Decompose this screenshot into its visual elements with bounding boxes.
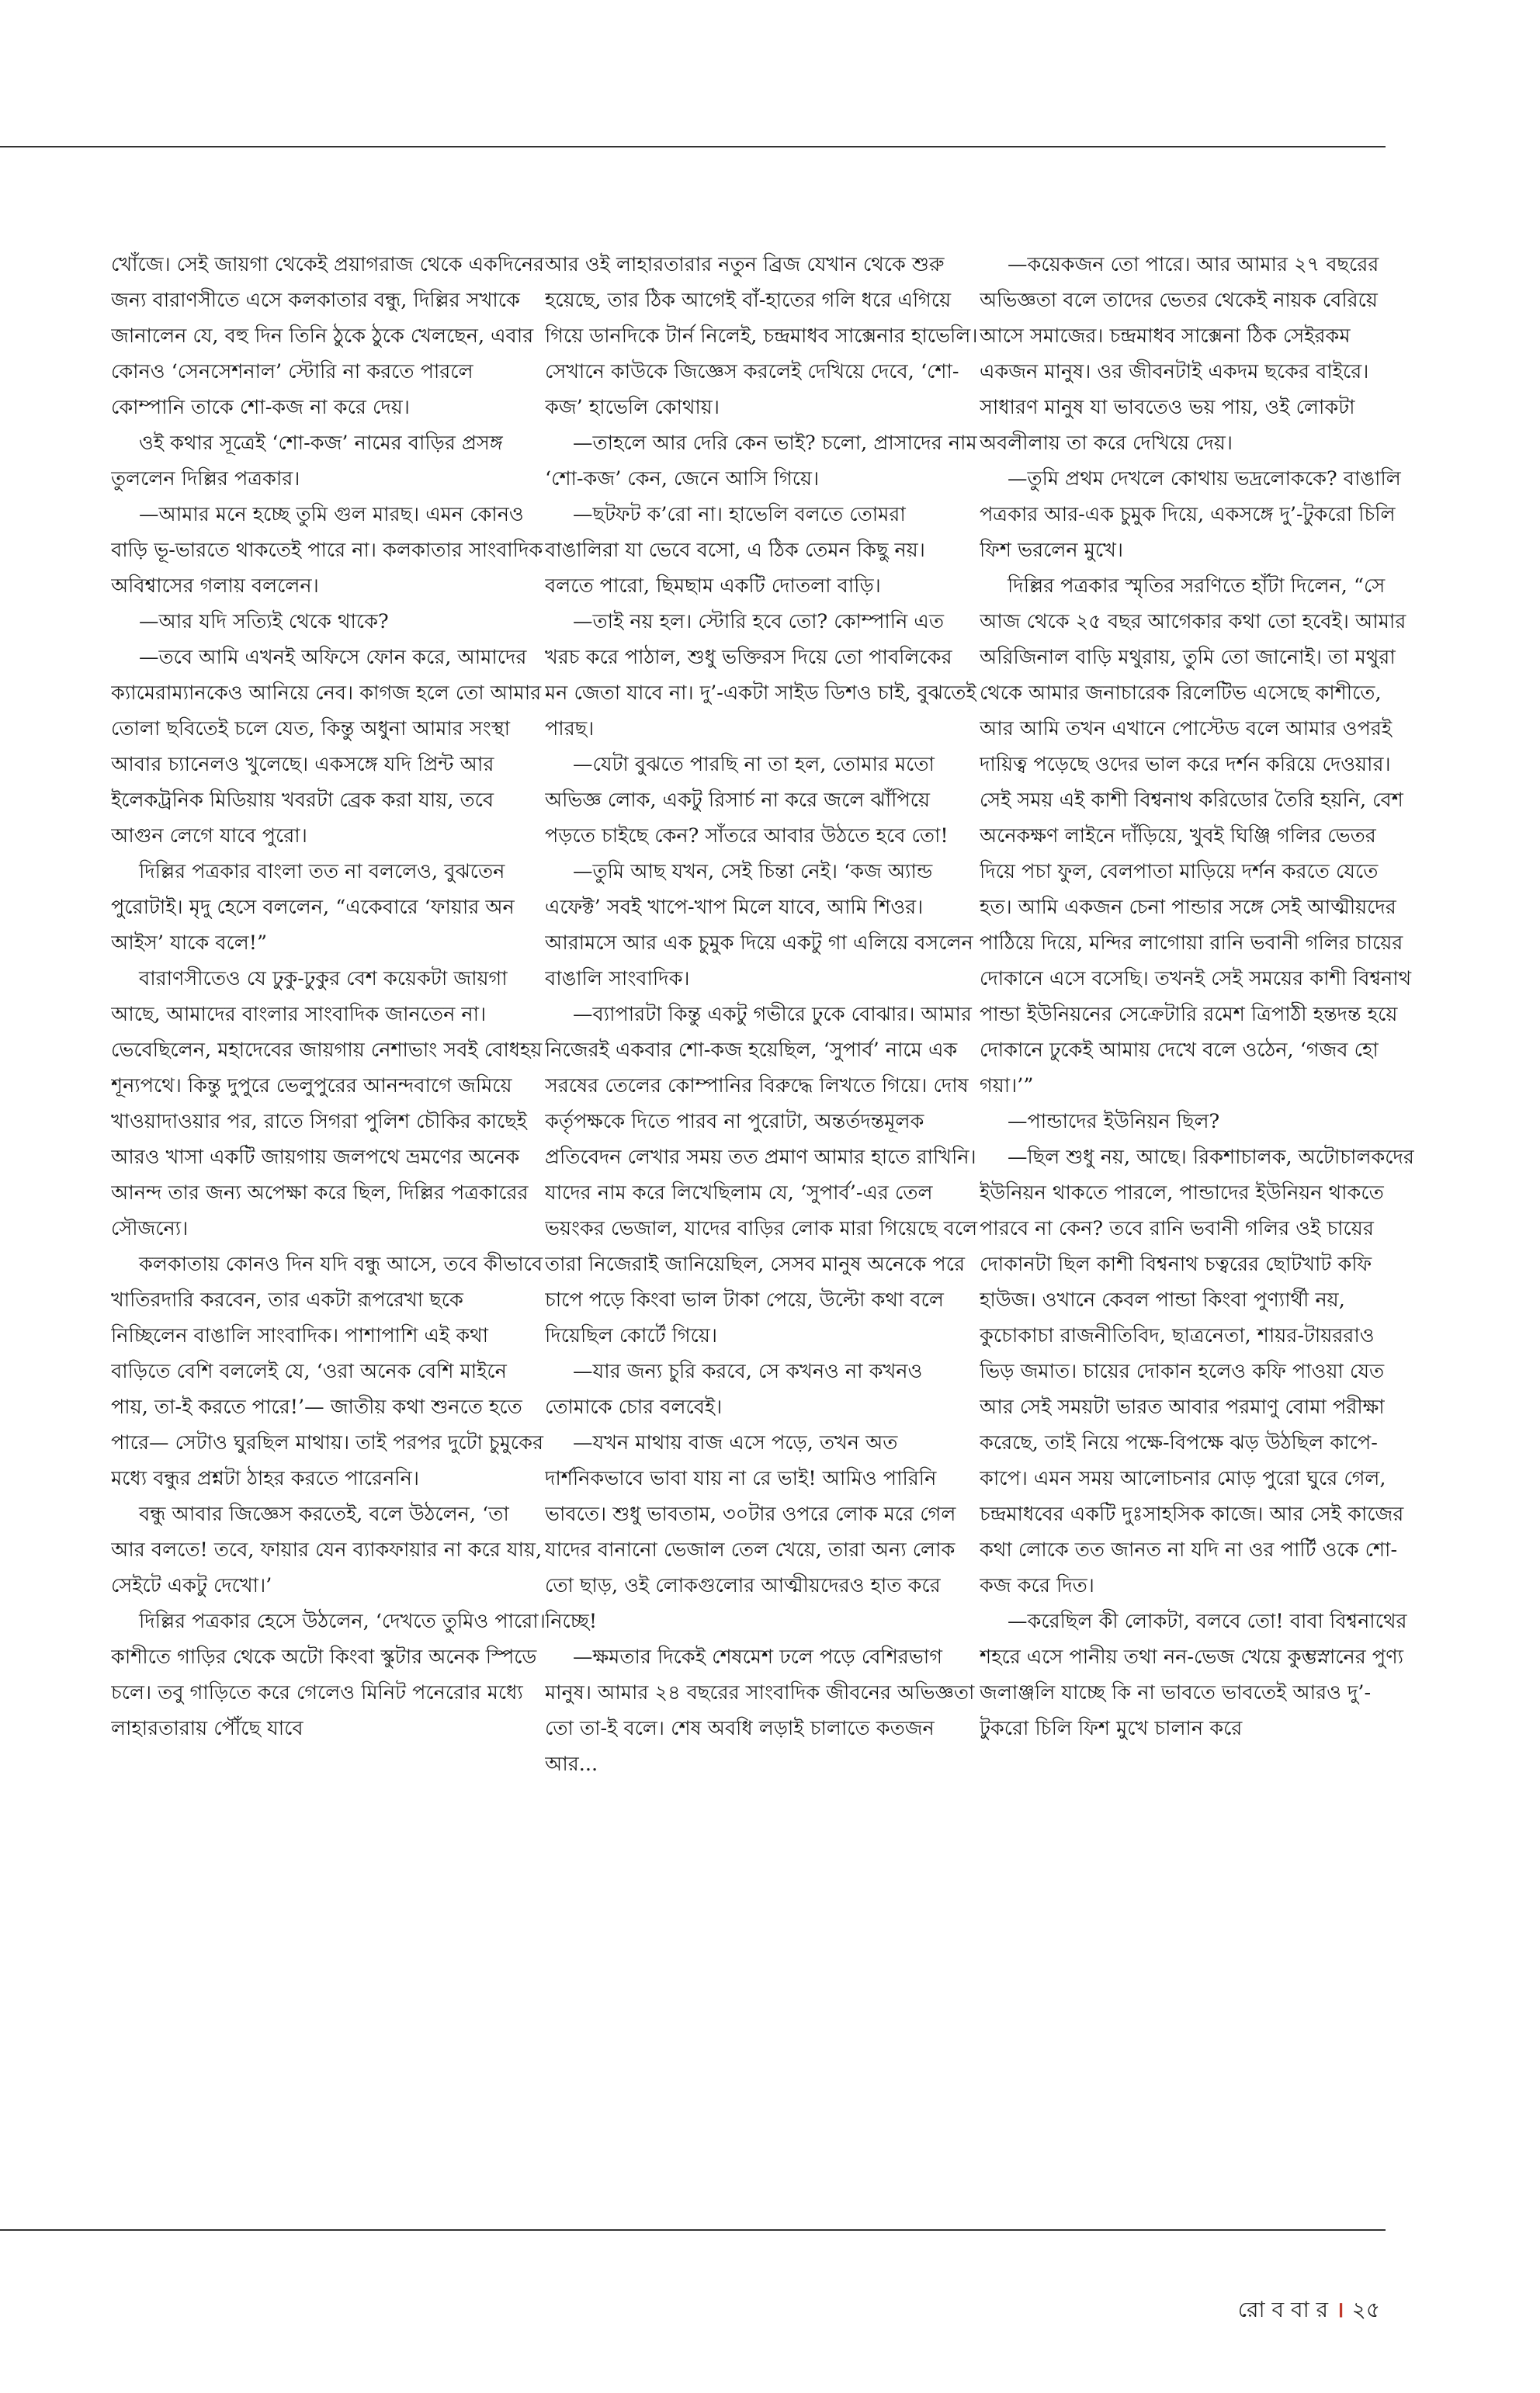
paragraph: —আর যদি সত্যিই থেকে থাকে? [139,610,389,633]
paragraph: —ব্যাপারটা কিন্তু একটু গভীরে ঢুকে বোঝার। আমার নিজেরই একবার শো-কজ হয়েছিল, ‘সুপার্ব’ নামে এক সরষের তেলের কোম্পানির বিরুদ্ধে লিখতে গিয়ে। দোষ কর্তৃপক্ষকে দিতে পারব না পুরোটা, অন্তর্তদন্তমূলক প্রতিবেদন লেখার সময় তত প্রমাণ আমার হাতে রাখিনি। যাদের নাম করে লিখেছিলাম যে, ‘সুপার্ব’-এর তেল ভয়ংকর ভেজাল, যাদের বাড়ির লোক মারা গিয়েছে বলে তারা নিজেরাই জানিয়েছিল, সেসব মানুষ অনেকে পরে চাপে পড়ে কিংবা ভাল টাকা পেয়ে, উল্টো কথা বলে দিয়েছিল কোর্টে গিয়ে। [545,1003,978,1347]
paragraph: —তাহলে আর দেরি কেন ভাই? চলো, প্রাসাদের নাম ‘শো-কজ’ কেন, জেনে আসি গিয়ে। [545,432,977,491]
paragraph: বারাণসীতেও যে ঢুকু-ঢুকুর বেশ কয়েকটা জায়গা আছে, আমাদের বাংলার সাংবাদিক জানতেন না। ভেবেছিলেন, মহাদেবের জায়গায় নেশাভাং সবই বোধহয় শূন্যপথে। কিন্তু দুপুরে ভেলুপুরের আনন্দবাগে জমিয়ে খাওয়াদাওয়ার পর, রাতে সিগরা পুলিশ চৌকির কাছেই আরও খাসা একটি জায়গায় জলপথে ভ্রমণের অনেক আনন্দ তার জন্য অপেক্ষা করে ছিল, দিল্লির পত্রকারের সৌজন্যে। [111,967,543,1240]
paragraph: খোঁজে। সেই জায়গা থেকেই প্রয়াগরাজ থেকে একদিনের জন্য বারাণসীতে এসে কলকাতার বন্ধু, দিল্লির সখাকে জানালেন যে, বহু দিন তিনি ঠুকে ঠুকে খেলছেন, এবার কোনও ‘সেনসেশনাল’ স্টোরি না করতে পারলে কোম্পানি তাকে শো-কজ না করে দেয়। [111,253,545,419]
text-column-3 [980,247,1414,1746]
text-column-1 [111,247,546,1746]
paragraph: —তবে আমি এখনই অফিসে ফোন করে, আমাদের ক্যামেরাম্যানকেও আনিয়ে নেব। কাগজ হলে তো আমার তোলা ছবিতেই চলে যেত, কিন্তু অধুনা আমার সংস্থা আবার চ্যানেলও খুলেছে। একসঙ্গে যদি প্রিন্ট আর ইলেকট্রনিক মিডিয়ায় খবরটা ব্রেক করা যায়, তবে আগুন লেগে যাবে পুরো। [111,646,542,848]
paragraph: কলকাতায় কোনও দিন যদি বন্ধু আসে, তবে কীভাবে খাতিরদারি করবেন, তার একটা রূপরেখা ছকে নিচ্ছিলেন বাঙালি সাংবাদিক। পাশাপাশি এই কথা বাড়িতে বেশি বললেই যে, ‘ওরা অনেক বেশি মাইনে পায়, তা-ই করতে পারে!’— জাতীয় কথা শুনতে হতে পারে— সেটাও ঘুরছিল মাথায়। তাই পরপর দুটো চুমুকের মধ্যে বন্ধুর প্রশ্নটা ঠাহর করতে পারেননি। [111,1253,544,1490]
paragraph: —তুমি প্রথম দেখলে কোথায় ভদ্রলোককে? বাঙালি পত্রকার আর-এক চুমুক দিয়ে, একসঙ্গে দু’-টুকরো চিলি ফিশ ভরলেন মুখে। [980,467,1401,562]
paragraph: —করেছিল কী লোকটা, বলবে তো! বাবা বিশ্বনাথের শহরে এসে পানীয় তথা নন-ভেজ খেয়ে কুম্ভস্নানের পুণ্য জলাঞ্জলি যাচ্ছে কি না ভাবতে ভাবতেই আরও দু’-টুকরো চিলি ফিশ মুখে চালান করে [980,1610,1407,1740]
paragraph: দিল্লির পত্রকার স্মৃতির সরণিতে হাঁটা দিলেন, “সে আজ থেকে ২৫ বছর আগেকার কথা তো হবেই। আমার অরিজিনাল বাড়ি মথুরায়, তুমি তো জানোই। তা মথুরা থেকে আমার জনাচারেক রিলেটিভ এসেছে কাশীতে, আর আমি তখন এখানে পোস্টেড বলে আমার ওপরই দায়িত্ব পড়েছে ওদের ভাল করে দর্শন করিয়ে দেওয়ার। সেই সময় এই কাশী বিশ্বনাথ করিডোর তৈরি হয়নি, বেশ অনেকক্ষণ লাইনে দাঁড়িয়ে, খুবই ঘিঞ্জি গলির ভেতর দিয়ে পচা ফুল, বেলপাতা মাড়িয়ে দর্শন করতে যেতে হত। আমি একজন চেনা পান্ডার সঙ্গে সেই আত্মীয়দের পাঠিয়ে দিয়ে, মন্দির লাগোয়া রানি ভবানী গলির চায়ের দোকানে এসে বসেছি। তখনই সেই সময়ের কাশী বিশ্বনাথ পান্ডা ইউনিয়নের সেক্রেটারি রমেশ ত্রিপাঠী হন্তদন্ত হয়ে দোকানে ঢুকেই আমায় দেখে বলে ওঠেন, ‘গজব হো গয়া।’” [980,574,1412,1098]
text-column-2 [545,247,980,1782]
paragraph: —তুমি আছ যখন, সেই চিন্তা নেই। ‘কজ অ্যান্ড এফেক্ট’ সবই খাপে-খাপ মিলে যাবে, আমি শিওর। আরামসে আর এক চুমুক দিয়ে একটু গা এলিয়ে বসলেন বাঙালি সাংবাদিক। [545,860,973,990]
paragraph: —যেটা বুঝতে পারছি না তা হল, তোমার মতো অভিজ্ঞ লোক, একটু রিসার্চ না করে জলে ঝাঁপিয়ে পড়তে চাইছে কেন? সাঁতরে আবার উঠতে হবে তো! [545,753,949,848]
footer-separator: । [1336,2297,1344,2322]
paragraph: ওই কথার সূত্রেই ‘শো-কজ’ নামের বাড়ির প্রসঙ্গ তুললেন দিল্লির পত্রকার। [111,432,503,491]
top-rule [0,146,1386,147]
paragraph: —কয়েকজন তো পারে। আর আমার ২৭ বছরের অভিজ্ঞতা বলে তাদের ভেতর থেকেই নায়ক বেরিয়ে আসে সমাজের। চন্দ্রমাধব সাক্সেনা ঠিক সেইরকম একজন মানুষ। ওর জীবনটাই একদম ছকের বাইরে। সাধারণ মানুষ যা ভাবতেও ভয় পায়, ওই লোকটা অবলীলায় তা করে দেখিয়ে দেয়। [980,253,1379,455]
paragraph: —ক্ষমতার দিকেই শেষমেশ ঢলে পড়ে বেশিরভাগ মানুষ। আমার ২৪ বছরের সাংবাদিক জীবনের অভিজ্ঞতা তো তা-ই বলে। শেষ অবধি লড়াই চালাতে কতজন আর... [545,1646,975,1776]
page-number: ২৫ [1351,2297,1380,2322]
paragraph: —আমার মনে হচ্ছে তুমি গুল মারছ। এমন কোনও বাড়ি ভূ-ভারতে থাকতেই পারে না। কলকাতার সাংবাদিক অবিশ্বাসের গলায় বললেন। [111,503,543,598]
paragraph: —যখন মাথায় বাজ এসে পড়ে, তখন অত দার্শনিকভাবে ভাবা যায় না রে ভাই! আমিও পারিনি ভাবতে। শুধু ভাবতাম, ৩০টার ওপরে লোক মরে গেল যাদের বানানো ভেজাল তেল খেয়ে, তারা অন্য লোক তো ছাড়, ওই লোকগুলোর আত্মীয়দেরও হাত করে নিচ্ছে! [545,1431,956,1633]
magazine-name: রো ব বা র [1237,2297,1328,2322]
paragraph: —ছিল শুধু নয়, আছে। রিকশাচালক, অটোচালকদের ইউনিয়ন থাকতে পারলে, পান্ডাদের ইউনিয়ন থাকতে পারবে না কেন? তবে রানি ভবানী গলির ওই চায়ের দোকানটা ছিল কাশী বিশ্বনাথ চত্বরের ছোটখাট কফি হাউজ। ওখানে কেবল পান্ডা কিংবা পুণ্যার্থী নয়, কুচোকাচা রাজনীতিবিদ, ছাত্রনেতা, শায়র-টায়ররাও ভিড় জমাত। চায়ের দোকান হলেও কফি পাওয়া যেত আর সেই সময়টা ভারত আবার পরমাণু বোমা পরীক্ষা করেছে, তাই নিয়ে পক্ষে-বিপক্ষে ঝড় উঠছিল কাপে-কাপে। এমন সময় আলোচনার মোড় পুরো ঘুরে গেল, চন্দ্রমাধবের একটি দুঃসাহসিক কাজে। আর সেই কাজের কথা লোকে তত জানত না যদি না ওর পার্টি ওকে শো-কজ করে দিত। [980,1146,1414,1597]
paragraph: —পান্ডাদের ইউনিয়ন ছিল? [1008,1110,1220,1133]
paragraph: —যার জন্য চুরি করবে, সে কখনও না কখনও তোমাকে চোর বলবেই। [545,1360,923,1419]
paragraph: দিল্লির পত্রকার হেসে উঠলেন, ‘দেখতে তুমিও পারো। কাশীতে গাড়ির থেকে অটো কিংবা স্কুটার অনেক স্পিডে চলে। তবু গাড়িতে করে গেলেও মিনিট পনেরোর মধ্যে লাহারতারায় পৌঁছে যাবে [111,1610,546,1740]
page-footer [1238,2293,1380,2329]
paragraph: আর ওই লাহারতারার নতুন ব্রিজ যেখান থেকে শুরু হয়েছে, তার ঠিক আগেই বাঁ-হাতের গলি ধরে এগিয়ে গিয়ে ডানদিকে টার্ন নিলেই, চন্দ্রমাধব সাক্সেনার হাভেলি। সেখানে কাউকে জিজ্ঞেস করলেই দেখিয়ে দেবে, ‘শো-কজ’ হাভেলি কোথায়। [545,253,978,419]
paragraph: —ছটফট ক’রো না। হাভেলি বলতে তোমরা বাঙালিরা যা ভেবে বসো, এ ঠিক তেমন কিছু নয়। বলতে পারো, ছিমছাম একটি দোতলা বাড়ি। [545,503,925,598]
paragraph: বন্ধু আবার জিজ্ঞেস করতেই, বলে উঠলেন, ‘তা আর বলতে! তবে, ফায়ার যেন ব্যাকফায়ার না করে যায়, সেইটে একটু দেখো।’ [111,1503,543,1597]
paragraph: দিল্লির পত্রকার বাংলা তত না বললেও, বুঝতেন পুরোটাই। মৃদু হেসে বললেন, “একেবারে ‘ফায়ার অন আইস’ যাকে বলে!” [111,860,515,955]
paragraph: —তাই নয় হল। স্টোরি হবে তো? কোম্পানি এত খরচ করে পাঠাল, শুধু ভক্তিরস দিয়ে তো পাবলিকের মন জেতা যাবে না। দু’-একটা সাইড ডিশও চাই, বুঝতেই পারছ। [545,610,976,740]
bottom-rule [0,2229,1386,2231]
